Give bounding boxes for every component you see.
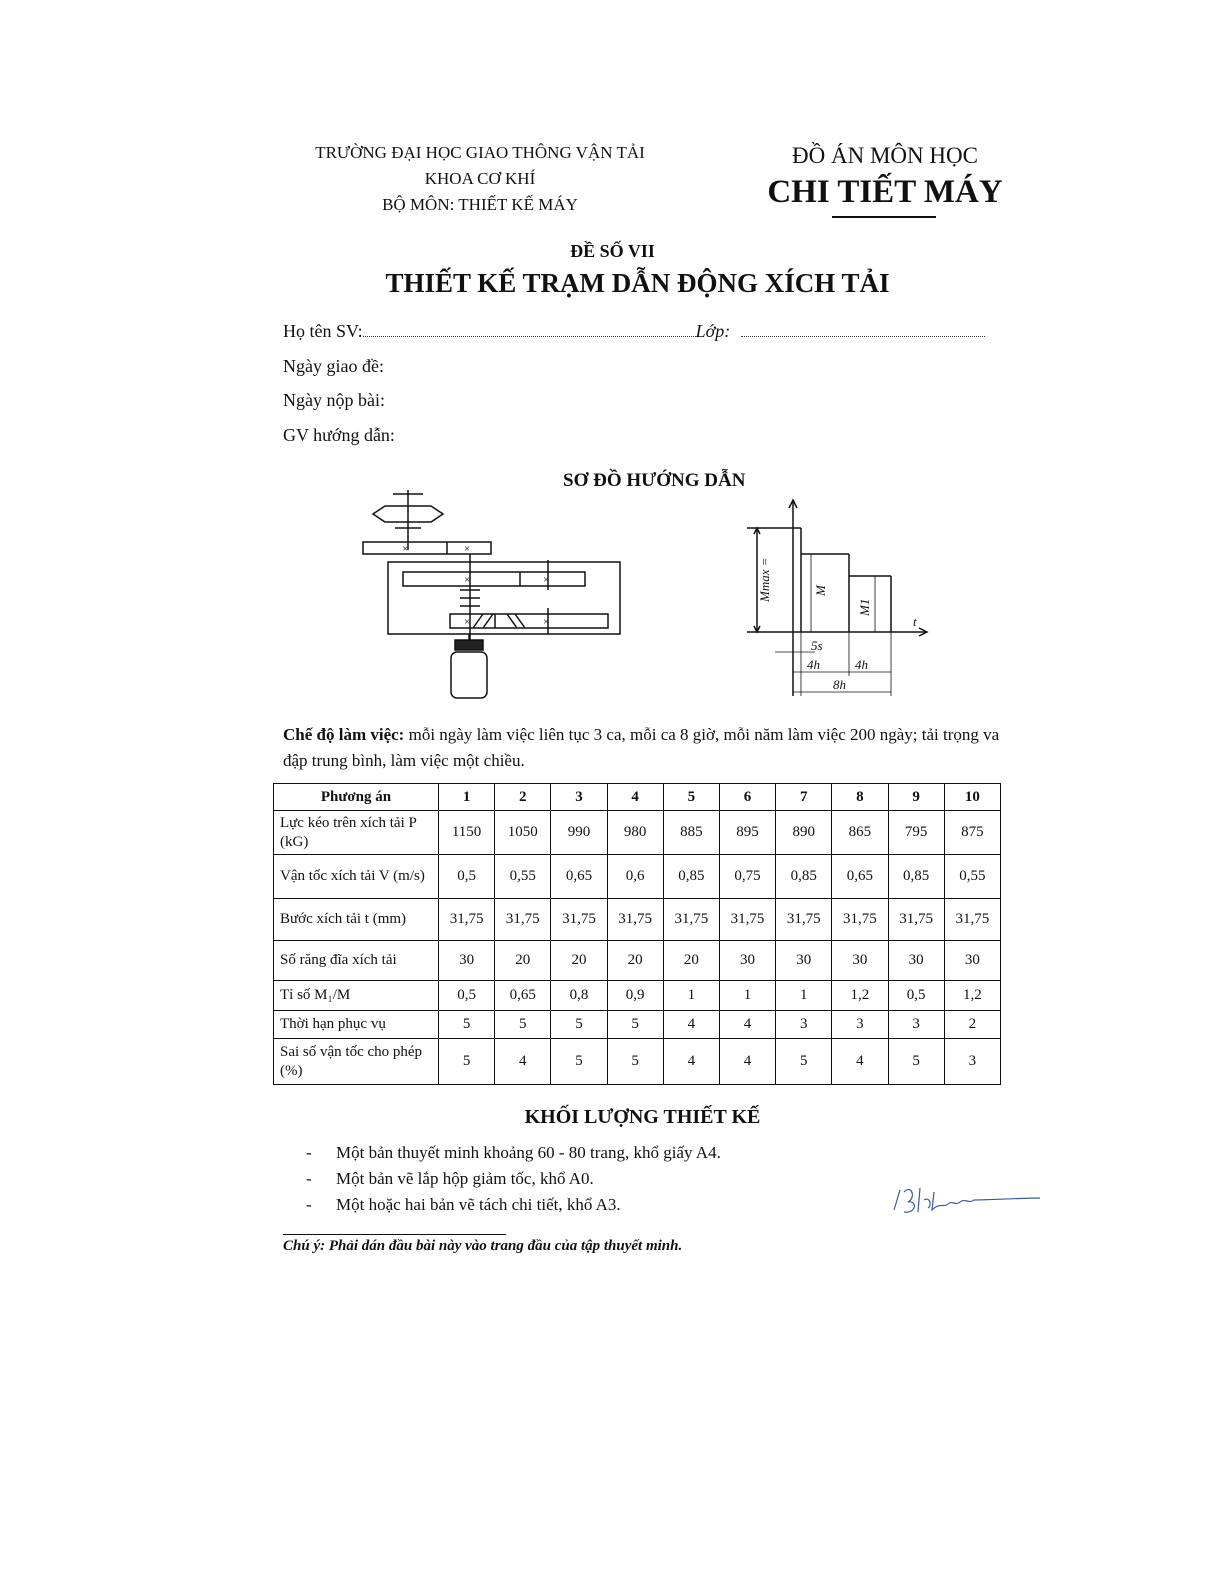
table-cell: 0,75 — [719, 855, 775, 899]
table-cell: 31,75 — [495, 899, 551, 941]
table-cell: 795 — [888, 811, 944, 855]
table-cell: 31,75 — [888, 899, 944, 941]
table-cell: 0,55 — [944, 855, 1000, 899]
table-cell: 30 — [832, 941, 888, 981]
svg-text:×: × — [464, 543, 471, 555]
project-header — [740, 140, 1030, 212]
table-cell: 5 — [607, 1039, 663, 1085]
table-cell: 0,85 — [776, 855, 832, 899]
row-label: Lực kéo trên xích tải P (kG) — [274, 811, 439, 855]
working-mode-label: Chế độ làm việc: — [283, 725, 405, 744]
list-item-text: Một bản vẽ lắp hộp giảm tốc, khổ A0. — [336, 1169, 594, 1188]
student-name-label: Họ tên SV: — [283, 321, 363, 341]
table-cell: 30 — [719, 941, 775, 981]
table-cell: 1,2 — [944, 981, 1000, 1011]
table-cell: 31,75 — [832, 899, 888, 941]
table-cell: 895 — [719, 811, 775, 855]
faculty-name: KHOA CƠ KHÍ — [424, 169, 536, 188]
m1-label: M1 — [857, 598, 872, 616]
svg-text:×: × — [464, 574, 471, 586]
table-cell: 1 — [663, 981, 719, 1011]
table-cell: 875 — [944, 811, 1000, 855]
table-cell: 0,65 — [551, 855, 607, 899]
table-header-cell: 10 — [944, 784, 1000, 811]
svg-text:×: × — [402, 543, 409, 555]
class-label: Lớp: — [695, 321, 731, 341]
note: Chú ý: Phải dán đầu bài này vào trang đầu của tập thuyết minh. — [283, 1238, 683, 1254]
table-header-cell: 9 — [888, 784, 944, 811]
table-cell: 0,65 — [832, 855, 888, 899]
table-cell: 1,2 — [832, 981, 888, 1011]
assignment-title: THIẾT KẾ TRẠM DẪN ĐỘNG XÍCH TẢI — [385, 268, 890, 298]
table-cell: 0,8 — [551, 981, 607, 1011]
table-cell: 5 — [776, 1039, 832, 1085]
list-dash: - — [306, 1195, 312, 1214]
table-header-cell: Phương án — [274, 784, 439, 811]
table-cell: 5 — [439, 1011, 495, 1039]
workload-title: KHỐI LƯỢNG THIẾT KẾ — [524, 1106, 761, 1128]
table-cell: 4 — [832, 1039, 888, 1085]
table-row — [274, 899, 1001, 941]
schema-title: SƠ ĐỒ HƯỚNG DẪN — [563, 470, 746, 491]
list-item — [306, 1166, 721, 1192]
table-cell: 1 — [776, 981, 832, 1011]
table-header-cell: 6 — [719, 784, 775, 811]
project-label: ĐỒ ÁN MÔN HỌC — [792, 143, 978, 168]
table-cell: 4 — [719, 1039, 775, 1085]
table-cell: 980 — [607, 811, 663, 855]
row-label: Bước xích tải t (mm) — [274, 899, 439, 941]
table-header-cell: 5 — [663, 784, 719, 811]
table-row — [274, 981, 1001, 1011]
row-label: Tỉ số M₁/M — [274, 981, 439, 1011]
table-row — [274, 855, 1001, 899]
table-cell: 1050 — [495, 811, 551, 855]
working-mode-text: mỗi ngày làm việc liên tục 3 ca, mỗi ca 8 giờ, mỗi năm làm việc 200 ngày; tải trọng va đập trung bình, làm việc một chiều. — [283, 725, 1000, 770]
table-cell: 20 — [551, 941, 607, 981]
table-cell: 0,85 — [663, 855, 719, 899]
table-cell: 31,75 — [663, 899, 719, 941]
table-row — [274, 1011, 1001, 1039]
table-cell: 5 — [888, 1039, 944, 1085]
table-cell: 30 — [439, 941, 495, 981]
table-cell: 0,65 — [495, 981, 551, 1011]
list-dash: - — [306, 1143, 312, 1162]
table-header-cell: 7 — [776, 784, 832, 811]
table-row — [274, 1039, 1001, 1085]
assign-date-label: Ngày giao đề: — [283, 356, 384, 376]
table-cell: 0,85 — [888, 855, 944, 899]
table-cell: 1150 — [439, 811, 495, 855]
table-cell: 3 — [832, 1011, 888, 1039]
svg-text:×: × — [464, 616, 471, 628]
table-cell: 4 — [495, 1039, 551, 1085]
seg-4h-a-label: 4h — [807, 657, 820, 672]
signature — [890, 1180, 1050, 1220]
table-cell: 0,5 — [439, 855, 495, 899]
school-header — [270, 140, 690, 218]
list-dash: - — [306, 1169, 312, 1188]
table-cell: 20 — [663, 941, 719, 981]
svg-text:×: × — [543, 616, 550, 628]
submit-date-label: Ngày nộp bài: — [283, 390, 385, 410]
row-label: Số răng đĩa xích tải — [274, 941, 439, 981]
student-name-field — [283, 321, 985, 342]
table-cell: 31,75 — [439, 899, 495, 941]
svg-text:×: × — [543, 574, 550, 586]
table-cell: 4 — [663, 1011, 719, 1039]
list-item — [306, 1140, 721, 1166]
drive-schematic — [355, 490, 635, 705]
list-item-text: Một bản thuyết minh khoảng 60 - 80 trang, khổ giấy A4. — [336, 1143, 721, 1162]
seg-5s-label: 5s — [811, 638, 823, 653]
table-cell: 0,5 — [439, 981, 495, 1011]
table-row — [274, 811, 1001, 855]
table-cell: 890 — [776, 811, 832, 855]
table-cell: 31,75 — [776, 899, 832, 941]
table-cell: 31,75 — [719, 899, 775, 941]
table-cell: 5 — [551, 1039, 607, 1085]
table-cell: 31,75 — [944, 899, 1000, 941]
seg-8h-label: 8h — [833, 677, 846, 692]
table-cell: 2 — [944, 1011, 1000, 1039]
table-cell: 0,6 — [607, 855, 663, 899]
row-label: Thời hạn phục vụ — [274, 1011, 439, 1039]
table-cell: 20 — [495, 941, 551, 981]
table-header-row — [274, 784, 1001, 811]
table-cell: 3 — [776, 1011, 832, 1039]
subject-title: CHI TIẾT MÁY — [767, 174, 1003, 210]
table-header-cell: 4 — [607, 784, 663, 811]
row-label: Sai số vận tốc cho phép (%) — [274, 1039, 439, 1085]
assignment-number: ĐỀ SỐ VII — [570, 241, 655, 261]
table-cell: 990 — [551, 811, 607, 855]
table-cell: 20 — [607, 941, 663, 981]
table-cell: 0,9 — [607, 981, 663, 1011]
table-cell: 4 — [663, 1039, 719, 1085]
working-mode — [283, 722, 1003, 774]
table-header-cell: 3 — [551, 784, 607, 811]
table-header-cell: 1 — [439, 784, 495, 811]
table-header-cell: 8 — [832, 784, 888, 811]
table-cell: 30 — [944, 941, 1000, 981]
table-cell: 865 — [832, 811, 888, 855]
table-cell: 5 — [607, 1011, 663, 1039]
subject-underline — [832, 216, 936, 218]
class-dots — [741, 324, 985, 337]
t-axis-label: t — [913, 614, 917, 629]
list-item — [306, 1192, 721, 1218]
instructor-label: GV hướng dẫn: — [283, 425, 395, 445]
note-divider — [283, 1234, 506, 1235]
table-cell: 3 — [944, 1039, 1000, 1085]
load-chart — [745, 500, 945, 700]
table-cell: 3 — [888, 1011, 944, 1039]
table-cell: 4 — [719, 1011, 775, 1039]
options-table — [273, 783, 1001, 1085]
table-header-cell: 2 — [495, 784, 551, 811]
table-cell: 0,55 — [495, 855, 551, 899]
school-name: TRƯỜNG ĐẠI HỌC GIAO THÔNG VẬN TẢI — [315, 143, 645, 162]
list-item-text: Một hoặc hai bản vẽ tách chi tiết, khổ A3. — [336, 1195, 621, 1214]
table-cell: 5 — [551, 1011, 607, 1039]
table-cell: 0,5 — [888, 981, 944, 1011]
table-cell: 5 — [439, 1039, 495, 1085]
table-cell: 1 — [719, 981, 775, 1011]
table-cell: 30 — [776, 941, 832, 981]
m-label: M — [813, 585, 828, 596]
seg-4h-b-label: 4h — [855, 657, 868, 672]
table-cell: 885 — [663, 811, 719, 855]
row-label: Vận tốc xích tải V (m/s) — [274, 855, 439, 899]
table-cell: 5 — [495, 1011, 551, 1039]
table-cell: 31,75 — [607, 899, 663, 941]
department-name: BỘ MÔN: THIẾT KẾ MÁY — [382, 195, 578, 214]
mmax-label: Mmax = — [757, 557, 772, 602]
table-row — [274, 941, 1001, 981]
table-cell: 31,75 — [551, 899, 607, 941]
workload-list — [306, 1140, 721, 1218]
student-name-dots — [363, 324, 696, 337]
table-cell: 30 — [888, 941, 944, 981]
